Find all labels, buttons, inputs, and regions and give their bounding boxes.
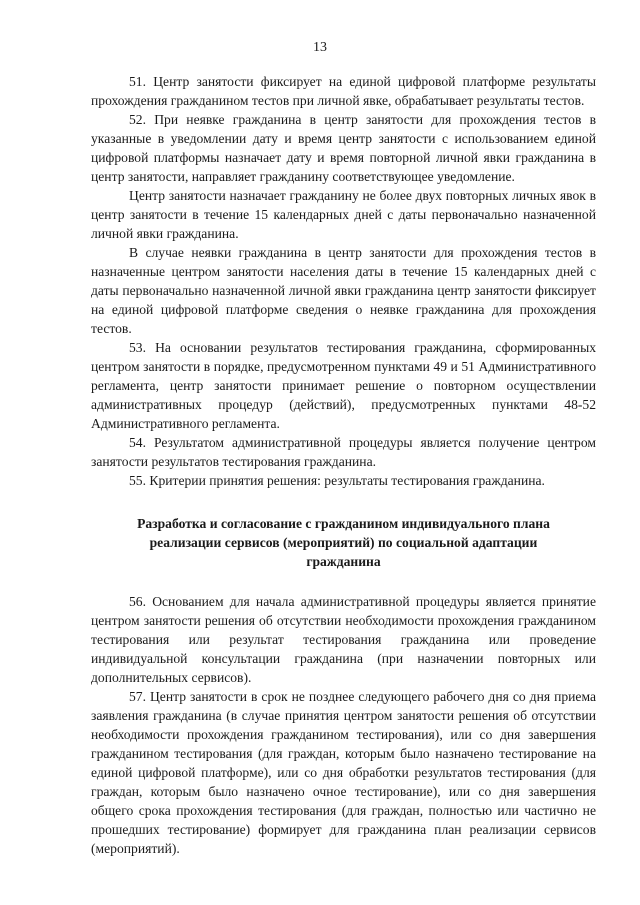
- paragraph-52: 52. При неявке гражданина в центр занятости для прохождения тестов в указанные в уведомлении дату и время центр занятости с использованием единой цифровой платформы назначает дату и время повторной личной явки гражданина в центр занятости, направляет гражданину соответствующее уведомление.: [91, 112, 596, 184]
- paragraph-54: 54. Результатом административной процедуры является получение центром занятости результатов тестирования гражданина.: [91, 435, 596, 469]
- paragraph-52-no-show: В случае неявки гражданина в центр занятости для прохождения тестов в назначенные центром занятости населения даты в течение 15 календарных дней с даты первоначально назначенной личной явки гражданина центр занятости фиксирует на единой цифровой платформе сведения о неявке гражданина для прохождения тестов.: [91, 245, 596, 336]
- section-heading: Разработка и согласование с гражданином индивидуального плана реализации сервисов (мероприятий) по социальной адаптации гражданина: [137, 516, 550, 569]
- paragraph-55: 55. Критерии принятия решения: результаты тестирования гражданина.: [129, 473, 545, 488]
- paragraph-52-repeat-appearance: Центр занятости назначает гражданину не более двух повторных личных явок в центр занятости в течение 15 календарных дней с даты первоначально назначенной личной явки гражданина.: [91, 188, 596, 241]
- paragraph-53: 53. На основании результатов тестирования гражданина, сформированных центром занятости в порядке, предусмотренном пунктами 49 и 51 Административного регламента, центр занятости принимает решение о повторном осуществлении административных процедур (действий), предусмотренных пунктами 48-52 Административного регламента.: [91, 340, 596, 431]
- document-body: [91, 72, 596, 858]
- paragraph-57: 57. Центр занятости в срок не позднее следующего рабочего дня со дня приема заявления гражданина (в случае принятия центром занятости решения об отсутствии необходимости прохождения гражданином тестирования), или со дня завершения гражданином тестирования (для граждан, которым было назначено тестирование на единой цифровой платформе), или со дня обработки результатов тестирования (для граждан, которым было назначено очное тестирование), или со дня завершения общего срока прохождения тестирования (для граждан, полностью или частично не прошедших тестирование) формирует для гражданина план реализации сервисов (мероприятий).: [91, 689, 596, 856]
- paragraph-51: 51. Центр занятости фиксирует на единой цифровой платформе результаты прохождения гражданином тестов при личной явке, обрабатывает результаты тестов.: [91, 74, 596, 108]
- page-number: 13: [313, 40, 327, 55]
- paragraph-56: 56. Основанием для начала административной процедуры является принятие центром занятости решения об отсутствии необходимости прохождения гражданином тестирования или результат тестирования гражданина или проведение индивидуальной консультации гражданина (при назначении повторных или дополнительных сервисов).: [91, 594, 596, 685]
